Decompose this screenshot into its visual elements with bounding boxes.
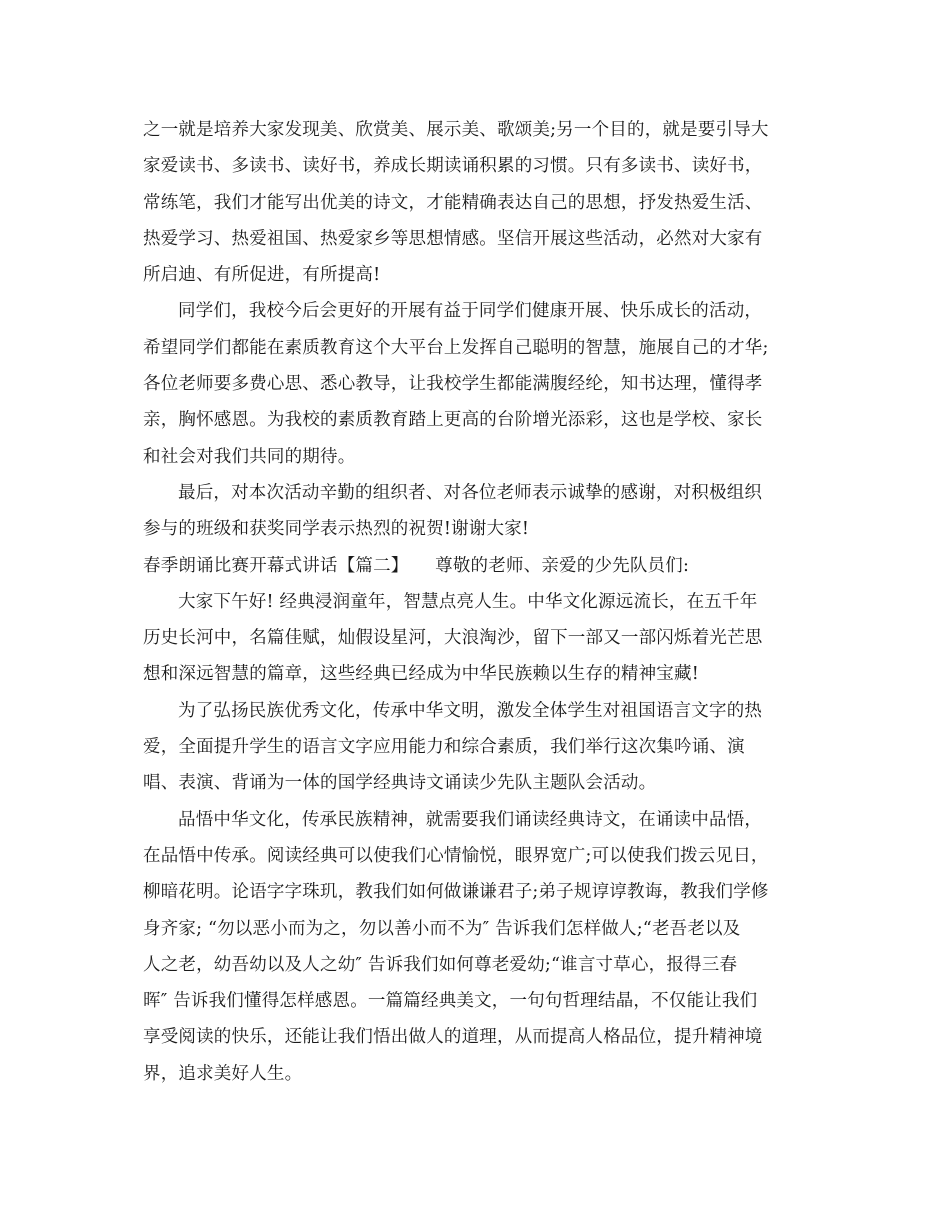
text-line: 身齐家; “勿以恶小而为之，勿以善小而不为″ 告诉我们怎样做人;“老吾老以及 bbox=[143, 918, 741, 939]
text-line: 同学们，我校今后会更好的开展有益于同学们健康开展、快乐成长的活动， bbox=[178, 301, 763, 322]
section-heading-line: 春季朗诵比赛开幕式讲话【篇二】 尊敬的老师、亲爱的少先队员们: bbox=[143, 555, 690, 576]
text-line: 唱、表演、背诵为一体的国学经典诗文诵读少先队主题队会活动。 bbox=[143, 773, 657, 794]
text-line: 柳暗花明。论语字字珠玑，教我们如何做谦谦君子;弟子规谆谆教诲，教我们学修 bbox=[143, 882, 769, 903]
text-line: 晖″ 告诉我们懂得怎样感恩。一篇篇经典美文，一句句哲理结晶，不仅能让我们 bbox=[143, 991, 758, 1012]
text-line: 希望同学们都能在素质教育这个大平台上发挥自己聪明的智慧，施展自己的才华; bbox=[143, 337, 769, 358]
text-line: 最后，对本次活动辛勤的组织者、对各位老师表示诚挚的感谢，对积极组织 bbox=[178, 482, 763, 503]
text-line: 大家下午好! 经典浸润童年，智慧点亮人生。中华文化源远流长，在五千年 bbox=[178, 591, 758, 612]
text-line: 为了弘扬民族优秀文化，传承中华文明，激发全体学生对祖国语言文字的热 bbox=[178, 700, 763, 721]
text-line: 所启迪、有所促进，有所提高! bbox=[143, 265, 381, 286]
text-line: 亲，胸怀感恩。为我校的素质教育踏上更高的台阶增光添彩，这也是学校、家长 bbox=[143, 410, 763, 431]
text-line: 参与的班级和获奖同学表示热烈的祝贺!谢谢大家! bbox=[143, 519, 530, 540]
text-line: 热爱学习、热爱祖国、热爱家乡等思想情感。坚信开展这些活动，必然对大家有 bbox=[143, 228, 763, 249]
text-line: 常练笔，我们才能写出优美的诗文，才能精确表达自己的思想，抒发热爱生活、 bbox=[143, 192, 763, 213]
text-line: 各位老师要多费心思、悉心教导，让我校学生都能满腹经纶，知书达理，懂得孝 bbox=[143, 374, 763, 395]
text-line: 家爱读书、多读书、读好书，养成长期读诵积累的习惯。只有多读书、读好书， bbox=[143, 156, 763, 177]
text-line: 在品悟中传承。阅读经典可以使我们心情愉悦，眼界宽广;可以使我们拨云见日， bbox=[143, 845, 769, 866]
text-line: 想和深远智慧的篇章，这些经典已经成为中华民族赖以生存的精神宝藏! bbox=[143, 664, 699, 685]
text-line: 历史长河中，名篇佳赋，灿假设星河，大浪淘沙，留下一部又一部闪烁着光芒思 bbox=[143, 628, 763, 649]
text-line: 和社会对我们共同的期待。 bbox=[143, 446, 356, 467]
text-line: 品悟中华文化，传承民族精神，就需要我们诵读经典诗文，在诵读中品悟， bbox=[178, 809, 763, 830]
text-line: 享受阅读的快乐，还能让我们悟出做人的道理，从而提高人格品位，提升精神境 bbox=[143, 1027, 763, 1048]
text-line: 之一就是培养大家发现美、欣赏美、展示美、歌颂美;另一个目的，就是要引导大 bbox=[143, 120, 769, 140]
text-line: 人之老，幼吾幼以及人之幼″ 告诉我们如何尊老爱幼;“谁言寸草心，报得三春 bbox=[143, 954, 738, 975]
document-body bbox=[143, 112, 811, 1092]
text-line: 界，追求美好人生。 bbox=[143, 1063, 303, 1084]
text-line: 爱，全面提升学生的语言文字应用能力和综合素质，我们举行这次集吟诵、演 bbox=[143, 737, 745, 758]
